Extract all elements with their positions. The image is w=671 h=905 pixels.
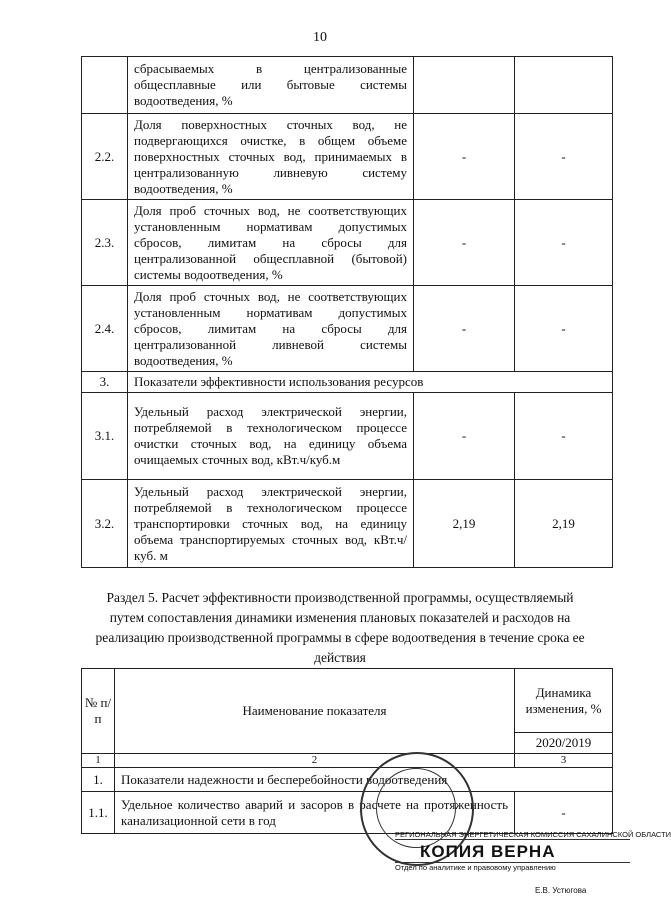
header-number: № п/п xyxy=(82,669,115,754)
certification-stamp xyxy=(340,752,671,895)
stamp-signatory: Е.В. Устюгова xyxy=(535,886,587,895)
row-text: Удельный расход электрической энергии, потребляемой в технологическом процессе очистки сточных вод, на единицу объема очищаемых сточных вод, кВт.ч/куб.м xyxy=(128,393,414,480)
row-value-2: 2,19 xyxy=(515,480,613,568)
row-value-2: - xyxy=(515,114,613,200)
row-text: Удельное количество аварий и засоров в расчете на протяженность канализационной сети в год xyxy=(115,792,515,834)
table-row xyxy=(82,200,613,286)
row-value: - xyxy=(515,792,613,834)
header-name: Наименование показателя xyxy=(115,669,515,754)
row-value-1: - xyxy=(414,200,515,286)
table-row xyxy=(82,480,613,568)
section-heading-row: Показатели надежности и бесперебойности водоотведения xyxy=(115,768,613,792)
row-value-2: - xyxy=(515,286,613,372)
row-text: сбрасываемых в централизованные общесплавные или бытовые системы водоотведения, % xyxy=(128,57,414,114)
table-row xyxy=(82,57,613,114)
row-number: 2.4. xyxy=(82,286,128,372)
row-number: 2.2. xyxy=(82,114,128,200)
row-value-2 xyxy=(515,57,613,114)
section-title: Раздел 5. Расчет эффективности производственной программы, осуществляемый путем сопоставления динамики изменения плановых показателей и расходов на реализацию производственной программы в сфере водоотведения в течение срока ее действия xyxy=(95,590,585,665)
row-value-2: - xyxy=(515,200,613,286)
row-value-1: 2,19 xyxy=(414,480,515,568)
row-number: 1. xyxy=(82,768,115,792)
stamp-organization: РЕГИОНАЛЬНАЯ ЭНЕРГЕТИЧЕСКАЯ КОМИССИЯ САХАЛИНСКОЙ ОБЛАСТИ xyxy=(395,830,671,839)
indicators-table xyxy=(81,56,613,568)
row-text: Доля проб сточных вод, не соответствующих установленным нормативам допустимых сбросов, лимитам на сбросы для централизованной общесплавной (бытовой) системы водоотведения, % xyxy=(128,200,414,286)
page-number: 10 xyxy=(313,30,327,45)
header-dynamics: Динамика изменения, % xyxy=(515,669,613,733)
row-number: 3.2. xyxy=(82,480,128,568)
table-row xyxy=(82,286,613,372)
row-value-1: - xyxy=(414,286,515,372)
stamp-department: Отдел по аналитике и правовому управлению xyxy=(395,862,630,872)
table-row xyxy=(82,372,613,393)
row-value-1: - xyxy=(414,393,515,480)
row-number: 3.1. xyxy=(82,393,128,480)
stamp-copy-label: КОПИЯ ВЕРНА xyxy=(420,842,556,861)
row-text: Доля поверхностных сточных вод, не подвергающихся очистке, в общем объеме поверхностных сточных вод, принимаемых в централизованную ливневую систему водоотведения, % xyxy=(128,114,414,200)
row-text: Удельный расход электрической энергии, потребляемой в технологическом процессе транспортировки сточных вод, на единицу объема транспортируемых сточных вод, кВт.ч/куб. м xyxy=(128,480,414,568)
table-row xyxy=(82,393,613,480)
header-period: 2020/2019 xyxy=(515,733,613,754)
row-number: 1.1. xyxy=(82,792,115,834)
table-row xyxy=(82,114,613,200)
row-value-2: - xyxy=(515,393,613,480)
row-number: 2.3. xyxy=(82,200,128,286)
row-value-1: - xyxy=(414,114,515,200)
index-cell: 3 xyxy=(515,754,613,768)
section-heading-row: Показатели эффективности использования ресурсов xyxy=(128,372,613,393)
index-cell: 2 xyxy=(115,754,515,768)
row-number xyxy=(82,57,128,114)
row-text: Доля проб сточных вод, не соответствующих установленным нормативам допустимых сбросов, лимитам на сбросы для централизованной ливневой системы водоотведения, % xyxy=(128,286,414,372)
index-cell: 1 xyxy=(82,754,115,768)
row-value-1 xyxy=(414,57,515,114)
row-number: 3. xyxy=(82,372,128,393)
